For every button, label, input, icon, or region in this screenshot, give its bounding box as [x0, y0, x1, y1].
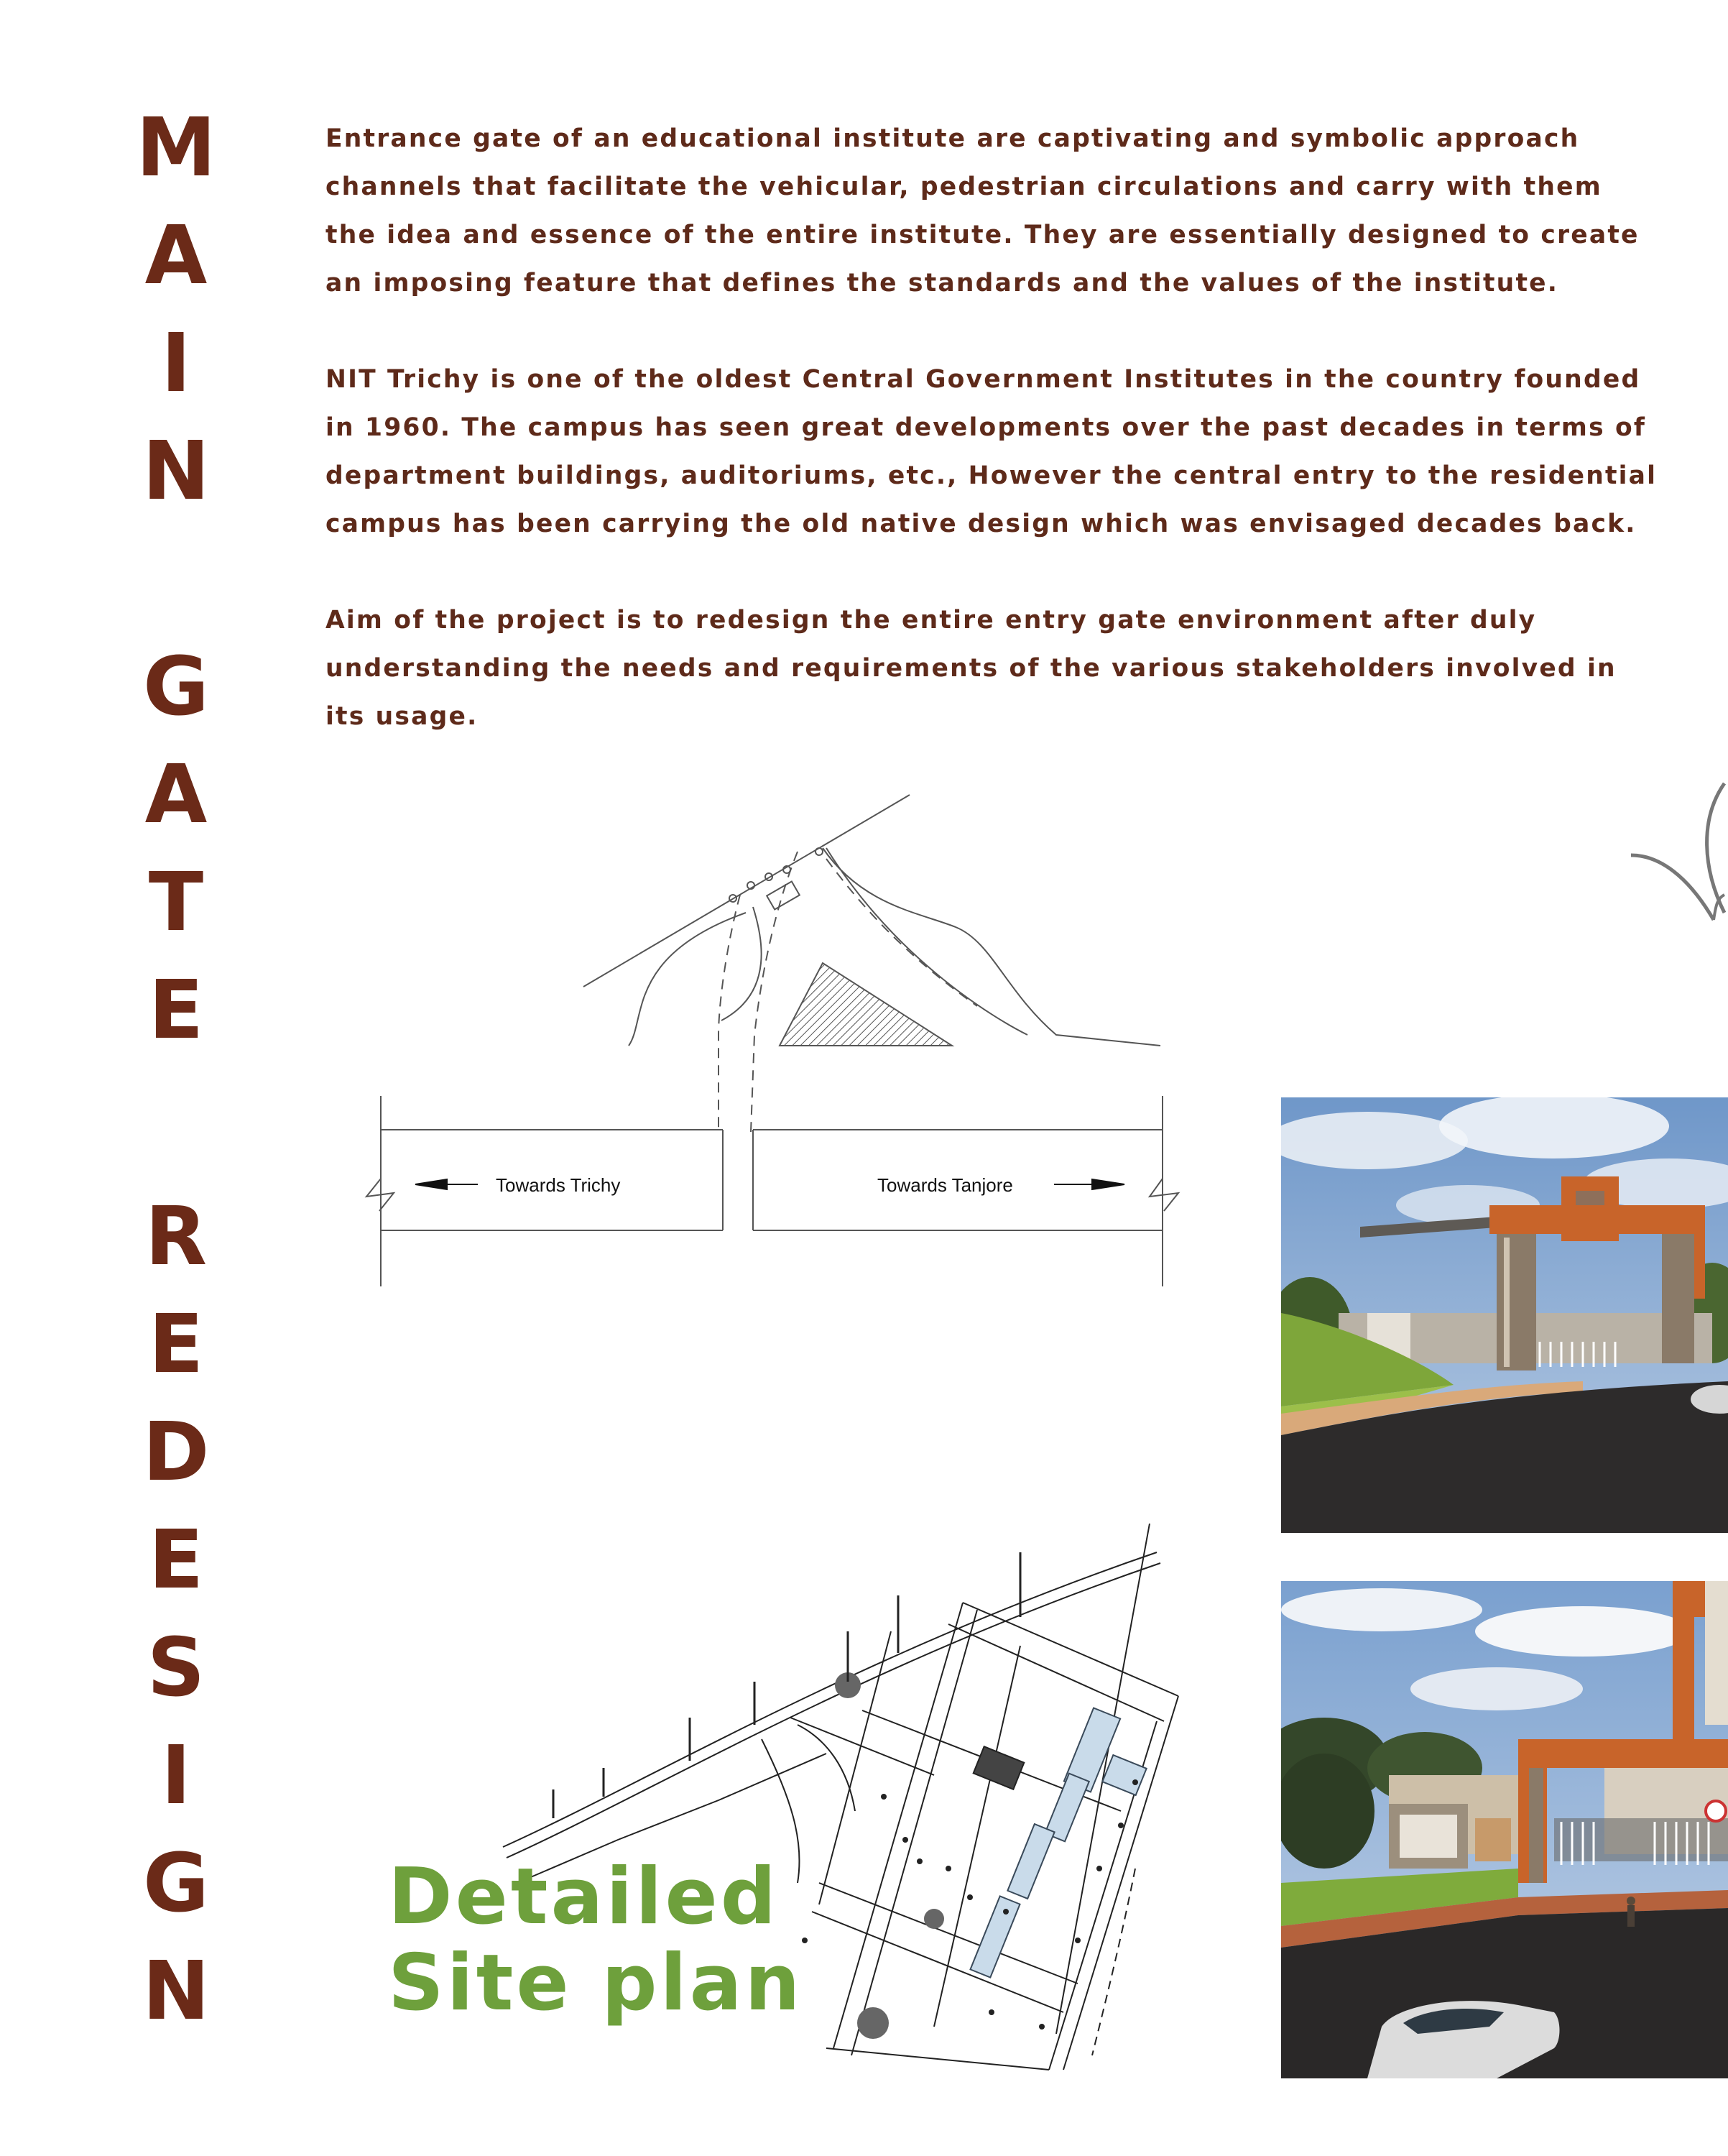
gate-render-view-1 — [1281, 1097, 1728, 1533]
site-plan-label-line1: Detailed — [388, 1852, 779, 1942]
title-letter: G — [143, 640, 209, 734]
title-letter: D — [142, 1406, 210, 1499]
site-plan-label-line2: Site plan — [388, 1938, 803, 2028]
title-letter: A — [144, 748, 208, 842]
intro-paragraph: Aim of the project is to redesign the entire entry gate environment after duly understanding the needs and requirements of the various stakeholders involved in its usage. — [325, 606, 1617, 731]
site-plan-label — [388, 1854, 848, 2027]
title-letter: T — [148, 856, 204, 949]
title-letter: G — [143, 1837, 209, 1930]
title-letter: S — [147, 1621, 205, 1715]
title-letter: M — [136, 101, 216, 195]
vertical-title — [129, 101, 223, 2048]
leaf-ornament-icon — [1631, 776, 1728, 934]
intro-text — [325, 115, 1662, 741]
title-letter: N — [142, 425, 210, 518]
title-letter: E — [148, 1298, 204, 1391]
intro-paragraph: NIT Trichy is one of the oldest Central Government Institutes in the country founded in 1960. The campus has seen great developments over the past decades in terms of department buildings, auditoriums, etc., However the central entry to the residential campus has been carrying the old native design which was envisaged decades back. — [325, 365, 1658, 538]
title-letter: E — [148, 964, 204, 1057]
title-letter: E — [148, 1514, 204, 1607]
intro-paragraph: Entrance gate of an educational institute are captivating and symbolic approach channels that facilitate the vehicular, pedestrian circulations and carry with them the idea and essence of the entire institute. They are essentially designed to create an imposing feature that defines the standards and the values of the institute. — [325, 124, 1640, 298]
title-letter: N — [142, 1945, 210, 2038]
title-letter: I — [161, 1729, 191, 1823]
gate-render-view-2 — [1281, 1581, 1728, 2078]
title-letter: R — [144, 1190, 208, 1284]
road-junction-plan — [352, 783, 1193, 1301]
title-letter: A — [144, 209, 208, 303]
towards-trichy-label: Towards Trichy — [496, 1174, 621, 1196]
title-letter: I — [161, 317, 191, 410]
towards-tanjore-label: Towards Tanjore — [877, 1174, 1013, 1196]
